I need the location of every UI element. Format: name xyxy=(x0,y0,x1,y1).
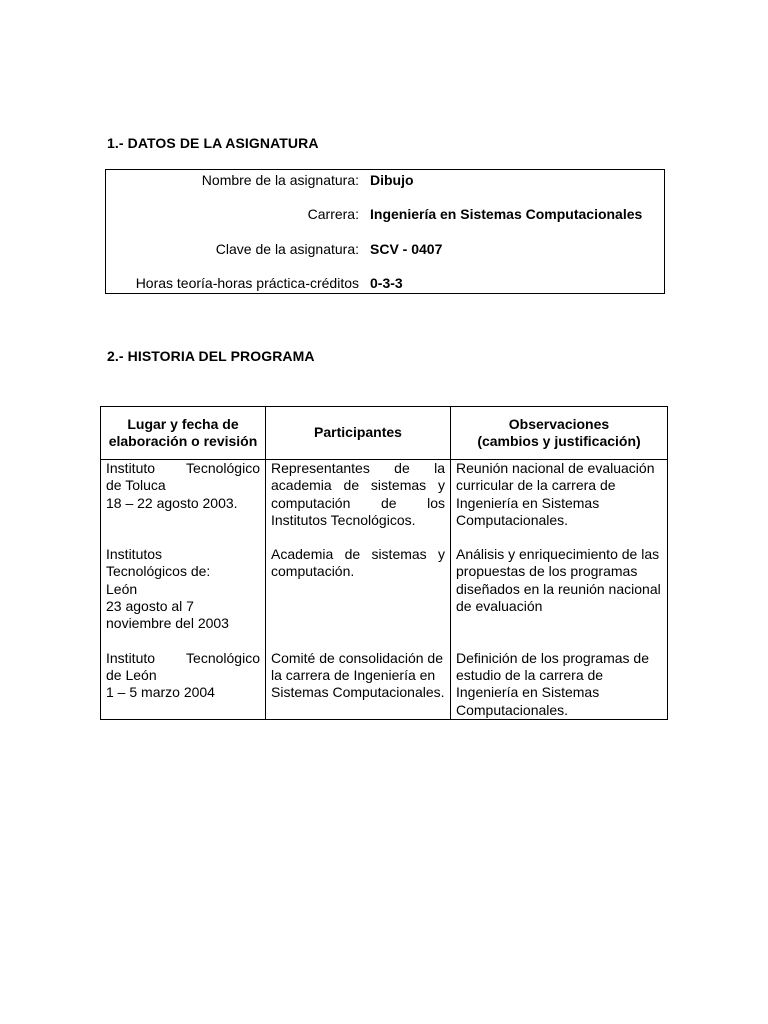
cell-line: de Toluca xyxy=(106,477,166,494)
cell-text: Reunión nacional de evaluación curricular de la carrera de Ingeniería en Sistemas Computacionales. xyxy=(456,460,655,528)
cell-line: Instituto Tecnológico xyxy=(106,460,260,476)
info-label: Nombre de la asignatura: xyxy=(201,172,359,188)
header-observaciones xyxy=(451,407,668,460)
header-observaciones-line1: Observaciones xyxy=(508,415,610,432)
info-value: Ingeniería en Sistemas Computacionales xyxy=(370,206,643,222)
cell-observaciones xyxy=(451,650,668,720)
section-2-title: 2.- HISTORIA DEL PROGRAMA xyxy=(107,348,315,364)
table-header-row xyxy=(101,407,668,460)
table-spacer-row xyxy=(101,633,668,650)
table-row xyxy=(101,650,668,720)
table-row xyxy=(101,546,668,632)
cell-line: 18 – 22 agosto 2003. xyxy=(106,494,238,511)
cell-participantes xyxy=(266,650,451,720)
header-participantes: Participantes xyxy=(266,407,451,460)
cell-participantes xyxy=(266,546,451,632)
cell-lugar xyxy=(101,546,266,632)
info-value: 0-3-3 xyxy=(370,275,403,291)
header-lugar: Lugar y fecha de elaboración o revisión xyxy=(101,407,266,460)
cell-line: de León xyxy=(106,666,157,683)
table-row xyxy=(101,460,668,530)
info-label: Horas teoría-horas práctica-créditos xyxy=(135,275,359,291)
section-1-title: 1.- DATOS DE LA ASIGNATURA xyxy=(107,135,319,151)
info-value: Dibujo xyxy=(370,172,414,188)
cell-text: Academia de sistemas y computación. xyxy=(271,546,445,580)
cell-text: Definición de los programas de estudio de la carrera de Ingeniería en Sistemas Computacionales. xyxy=(456,649,649,718)
cell-line: 23 agosto al 7 xyxy=(106,598,194,615)
info-value: SCV - 0407 xyxy=(370,241,443,257)
subject-data-box xyxy=(105,169,665,294)
cell-line: Instituto Tecnológico xyxy=(106,649,260,666)
cell-line: León xyxy=(106,580,138,597)
info-label: Clave de la asignatura: xyxy=(215,241,359,257)
cell-line: Institutos xyxy=(106,546,163,563)
cell-lugar xyxy=(101,460,266,530)
cell-line: 1 – 5 marzo 2004 xyxy=(106,684,215,701)
cell-participantes xyxy=(266,460,451,530)
header-observaciones-line2: (cambios y justificación) xyxy=(477,433,641,449)
info-label: Carrera: xyxy=(307,206,359,222)
cell-observaciones xyxy=(451,460,668,530)
cell-line: Tecnológicos de: xyxy=(106,563,211,580)
cell-lugar xyxy=(101,650,266,720)
program-history-table xyxy=(100,406,668,720)
cell-observaciones xyxy=(451,546,668,632)
cell-text: Análisis y enriquecimiento de las propuestas de los programas diseñados en la reunión nacional de evaluación xyxy=(456,546,661,615)
table-spacer-row xyxy=(101,529,668,546)
cell-text: Representantes de la academia de sistemas y computación de los Institutos Tecnológicos. xyxy=(271,460,445,528)
cell-text: Comité de consolidación de la carrera de Ingeniería en Sistemas Computacionales. xyxy=(271,649,445,701)
cell-line: noviembre del 2003 xyxy=(106,615,229,632)
